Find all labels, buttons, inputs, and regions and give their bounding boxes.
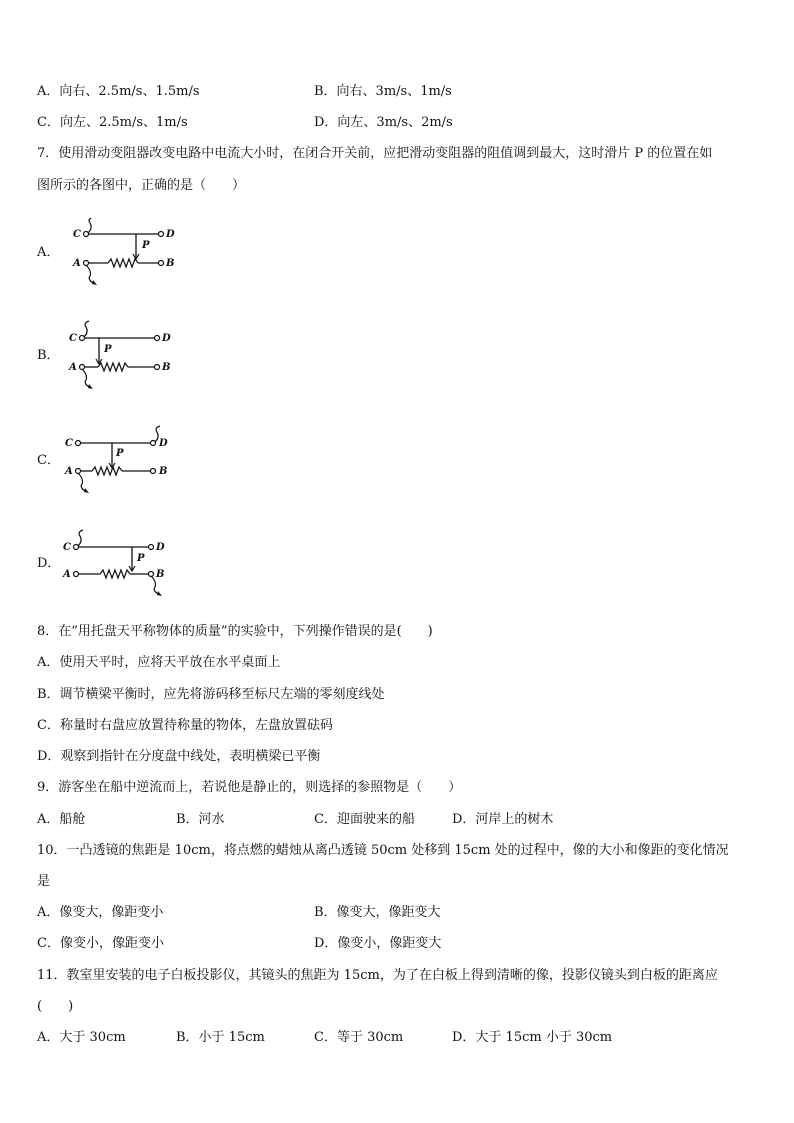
q7-circuit-a: [70, 218, 190, 290]
q7-label-d: D．: [37, 556, 61, 571]
q7-stem-line2: 图所示的各图中，正确的是（ ）: [37, 178, 246, 193]
q11-option-b: B．小于 15cm: [176, 1030, 265, 1045]
q7-circuit-c: [62, 424, 182, 500]
q8-option-d: D．观察到指针在分度盘中线处，表明横梁已平衡: [37, 749, 321, 764]
q7-circuit-d: [60, 526, 180, 602]
q11-stem-line1: 11．教室里安装的电子白板投影仪，其镜头的焦距为 15cm，为了在白板上得到清晰的像，投影仪镜头到白板的距离应: [37, 968, 718, 983]
q6-option-b: B．向右、3m/s、1m/s: [314, 84, 452, 99]
q7-circuit-b: [66, 320, 186, 400]
svg-text:D: D: [166, 229, 175, 240]
svg-text:P: P: [137, 553, 145, 564]
q7-label-a: A．: [37, 245, 60, 260]
svg-text:P: P: [104, 344, 112, 355]
svg-text:D: D: [156, 542, 165, 553]
q11-stem-line2: ( ): [37, 999, 74, 1014]
q9-option-c: C．迎面驶来的船: [314, 812, 415, 827]
svg-text:C: C: [63, 542, 71, 553]
svg-text:B: B: [159, 466, 168, 477]
q6-option-c: C．向左、2.5m/s、1m/s: [37, 115, 188, 130]
svg-text:A: A: [63, 569, 71, 580]
q8-stem: 8．在“用托盘天平称物体的质量”的实验中，下列操作错误的是( ): [37, 624, 433, 639]
q6-option-a: A．向右、2.5m/s、1.5m/s: [37, 84, 200, 99]
q9-option-d: D．河岸上的树木: [452, 812, 554, 827]
svg-text:P: P: [142, 240, 150, 251]
q10-stem-line2: 是: [37, 874, 51, 889]
svg-text:C: C: [73, 229, 81, 240]
q11-option-c: C．等于 30cm: [314, 1030, 404, 1045]
q8-option-a: A．使用天平时，应将天平放在水平桌面上: [37, 655, 281, 670]
svg-text:B: B: [162, 362, 171, 373]
q7-label-c: C．: [37, 453, 60, 468]
q7-label-b: B．: [37, 348, 60, 363]
q10-option-d: D．像变小，像距变大: [314, 936, 442, 951]
svg-text:A: A: [69, 362, 77, 373]
q7-stem-line1: 7．使用滑动变阻器改变电路中电流大小时，在闭合开关前，应把滑动变阻器的阻值调到最大，这时滑片 P 的位置在如: [37, 146, 713, 161]
svg-text:P: P: [116, 448, 124, 459]
q10-option-a: A．像变大，像距变小: [37, 905, 164, 920]
q8-option-b: B．调节横梁平衡时，应先将游码移至标尺左端的零刻度线处: [37, 687, 385, 702]
svg-text:C: C: [69, 333, 77, 344]
q9-option-a: A．船舱: [37, 812, 86, 827]
q10-option-c: C．像变小，像距变小: [37, 936, 164, 951]
svg-text:A: A: [73, 258, 81, 269]
q11-option-d: D．大于 15cm 小于 30cm: [452, 1030, 613, 1045]
q9-option-b: B．河水: [176, 812, 225, 827]
svg-text:C: C: [65, 438, 73, 449]
svg-text:B: B: [156, 569, 165, 580]
svg-text:B: B: [166, 258, 175, 269]
svg-text:D: D: [162, 333, 171, 344]
q10-stem-line1: 10．一凸透镜的焦距是 10cm，将点燃的蜡烛从离凸透镜 50cm 处移到 15cm 处的过程中，像的大小和像距的变化情况: [37, 843, 729, 858]
svg-text:D: D: [159, 438, 168, 449]
q6-option-d: D．向左、3m/s、2m/s: [314, 115, 453, 130]
q11-option-a: A．大于 30cm: [37, 1030, 126, 1045]
svg-text:A: A: [65, 466, 73, 477]
q8-option-c: C．称量时右盘应放置待称量的物体，左盘放置砝码: [37, 718, 333, 733]
q9-stem: 9．游客坐在船中逆流而上，若说他是静止的，则选择的参照物是（ ）: [37, 780, 462, 795]
q10-option-b: B．像变大，像距变大: [314, 905, 441, 920]
